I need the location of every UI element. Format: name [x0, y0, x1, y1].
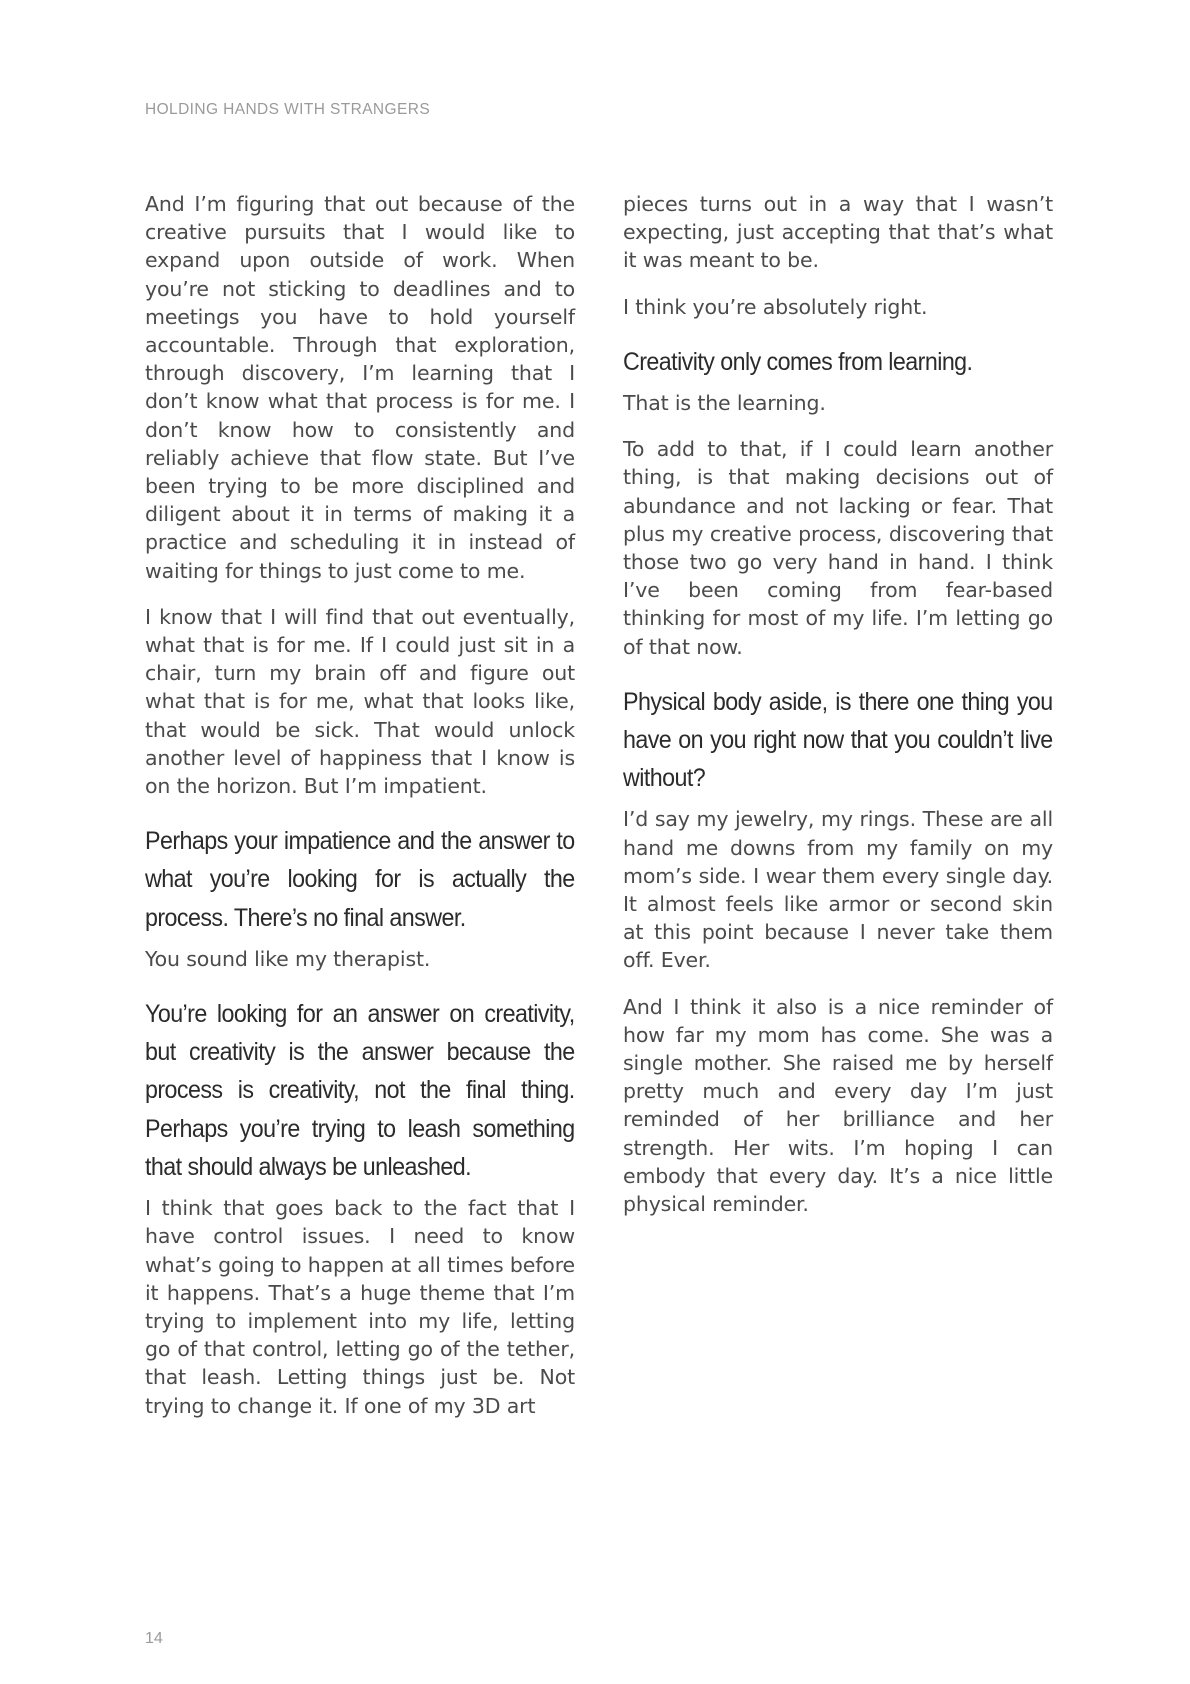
- left-column: [145, 190, 575, 1420]
- answer-paragraph: pieces turns out in a way that I wasn’t expecting, just accepting that that’s what it was meant to be.: [623, 192, 1053, 273]
- running-header: HOLDING HANDS WITH STRANGERS: [145, 101, 431, 118]
- right-column: [623, 190, 1053, 1218]
- interviewer-question: Creativity only comes from learning.: [623, 347, 973, 376]
- answer-paragraph: And I think it also is a nice reminder of how far my mom has come. She was a single mother. She raised me by herself pretty much and every day I’m just reminded of her brilliance and her strength. Her wits. I’m hoping I can embody that every day. It’s a nice little physical reminder.: [623, 994, 1053, 1217]
- interviewer-question: You’re looking for an answer on creativity, but creativity is the answer because the process is creativity, not the final thing. Perhaps you’re trying to leash something that should always be unleashed.: [145, 1000, 575, 1181]
- answer-paragraph: I think you’re absolutely right.: [623, 294, 928, 319]
- answer-paragraph: And I’m figuring that out because of the creative pursuits that I would like to expand upon outside of work. When you’re not sticking to deadlines and to meetings you have to hold yourself accountable. Through that exploration, through discovery, I’m learning that I don’t know what that process is for me. I don’t know how to consistently and reliably achieve that flow state. But I’ve been trying to be more disciplined and diligent about it in terms of making it a practice and scheduling it in instead of waiting for things to just come to me.: [145, 192, 575, 583]
- interviewer-question: Physical body aside, is there one thing you have on you right now that you couldn’t live without?: [623, 687, 1053, 793]
- answer-paragraph: You sound like my therapist.: [145, 946, 431, 971]
- answer-paragraph: To add to that, if I could learn another thing, is that making decisions out of abundance and not lacking or fear. That plus my creative process, discovering that those two go very hand in hand. I think I’ve been coming from fear-based thinking for most of my life. I’m letting go of that now.: [623, 437, 1053, 659]
- answer-paragraph: I think that goes back to the fact that I have control issues. I need to know what’s going to happen at all times before it happens. That’s a huge theme that I’m trying to implement into my life, letting go of that control, letting go of the tether, that leash. Letting things just be. Not trying to change it. If one of my 3D art: [145, 1196, 575, 1418]
- page-number: 14: [145, 1630, 163, 1647]
- interviewer-question: Perhaps your impatience and the answer to what you’re looking for is actually the process. There’s no final answer.: [145, 827, 575, 932]
- answer-paragraph: That is the learning.: [623, 391, 826, 416]
- answer-paragraph: I know that I will find that out eventually, what that is for me. If I could just sit in a chair, turn my brain off and figure out what that is for me, what that looks like, that would be sick. That would unlock another level of happiness that I know is on the horizon. But I’m impatient.: [145, 604, 575, 799]
- answer-paragraph: I’d say my jewelry, my rings. These are all hand me downs from my family on my mom’s side. I wear them every single day. It almost feels like armor or second skin at this point because I never take them off. Ever.: [623, 807, 1053, 973]
